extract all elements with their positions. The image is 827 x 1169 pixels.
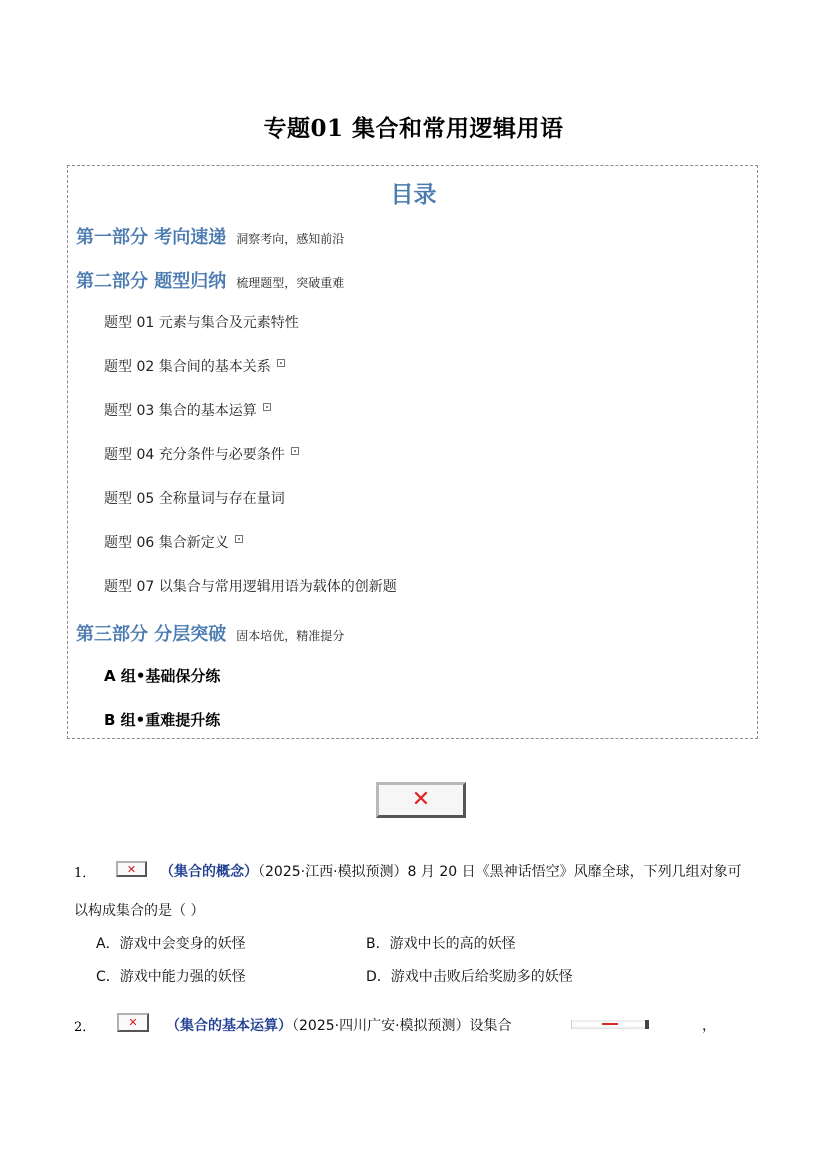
toc-type-05[interactable] [104,488,285,508]
toc-part-2[interactable] [76,267,344,293]
question-2-source: （2025·四川广安·模拟预测）设集合 [292,1018,512,1034]
formula-image [571,1020,649,1029]
toc-type-02[interactable] [104,356,285,376]
toc-type-05-label: 题型 05 全称量词与存在量词 [104,491,285,507]
toc-type-06-label: 题型 06 集合新定义 [104,535,229,551]
question-1-tag: （集合的概念） [160,864,258,880]
question-2-tag: （集合的基本运算） [166,1018,292,1034]
toc-group-a[interactable]: A 组•基础保分练 [104,667,221,685]
question-1-text [160,861,742,881]
toc-part-2-label: 第二部分 题型归纳 [76,271,227,292]
toc-type-07-label: 题型 07 以集合与常用逻辑用语为载体的创新题 [104,579,397,595]
toc-part-1-label: 第一部分 考向速递 [76,227,227,248]
toc-type-01-label: 题型 01 元素与集合及元素特性 [104,315,299,331]
question-1-source: （2025·江西·模拟预测）8 月 20 日《黑神话悟空》风靡全球，下列几组对象可 [258,864,742,880]
image-placeholder-icon [235,535,243,543]
question-1-option-b[interactable]: B．游戏中长的高的妖怪 [366,936,516,952]
toc-type-02-label: 题型 02 集合间的基本关系 [104,359,271,375]
broken-image-icon: ✕ [411,787,431,812]
broken-image-icon: ✕ [128,1016,138,1029]
question-1-option-d[interactable]: D．游戏中击败后给奖励多的妖怪 [366,969,573,985]
toc-type-04[interactable] [104,444,299,464]
image-placeholder-icon [291,447,299,455]
document-title: 专题01 集合和常用逻辑用语 [263,115,564,142]
question-2-image [117,1013,149,1032]
question-2-number: 2． [74,1020,96,1035]
question-2-trailing-comma: ， [702,1018,716,1034]
image-placeholder-icon [277,359,285,367]
toc-part-1-sub: 洞察考向，感知前沿 [236,232,345,246]
question-1-option-c[interactable]: C．游戏中能力强的妖怪 [96,969,246,985]
toc-group-b[interactable]: B 组•重难提升练 [104,711,221,729]
question-1-image [116,861,147,877]
image-placeholder-icon [263,403,271,411]
toc-type-03[interactable] [104,400,271,420]
question-2-text [166,1015,512,1035]
toc-part-3-sub: 固本培优，精准提分 [236,629,345,643]
toc-type-01[interactable] [104,312,299,332]
toc-part-3-label: 第三部分 分层突破 [76,624,227,645]
question-1-option-a[interactable]: A．游戏中会变身的妖怪 [96,936,246,952]
broken-image-icon: ✕ [126,862,137,876]
toc-type-04-label: 题型 04 充分条件与必要条件 [104,447,285,463]
toc-type-03-label: 题型 03 集合的基本运算 [104,403,257,419]
toc-type-06[interactable] [104,532,243,552]
toc-part-2-sub: 梳理题型，突破重难 [236,276,345,290]
toc-type-07[interactable] [104,576,397,596]
question-1-number: 1． [74,866,96,881]
toc-part-3[interactable] [76,620,344,646]
toc-part-1[interactable] [76,223,344,249]
toc-heading: 目录 [390,182,437,208]
broken-image [376,782,466,818]
question-1-text-line2: 以构成集合的是（ ） [74,903,205,919]
